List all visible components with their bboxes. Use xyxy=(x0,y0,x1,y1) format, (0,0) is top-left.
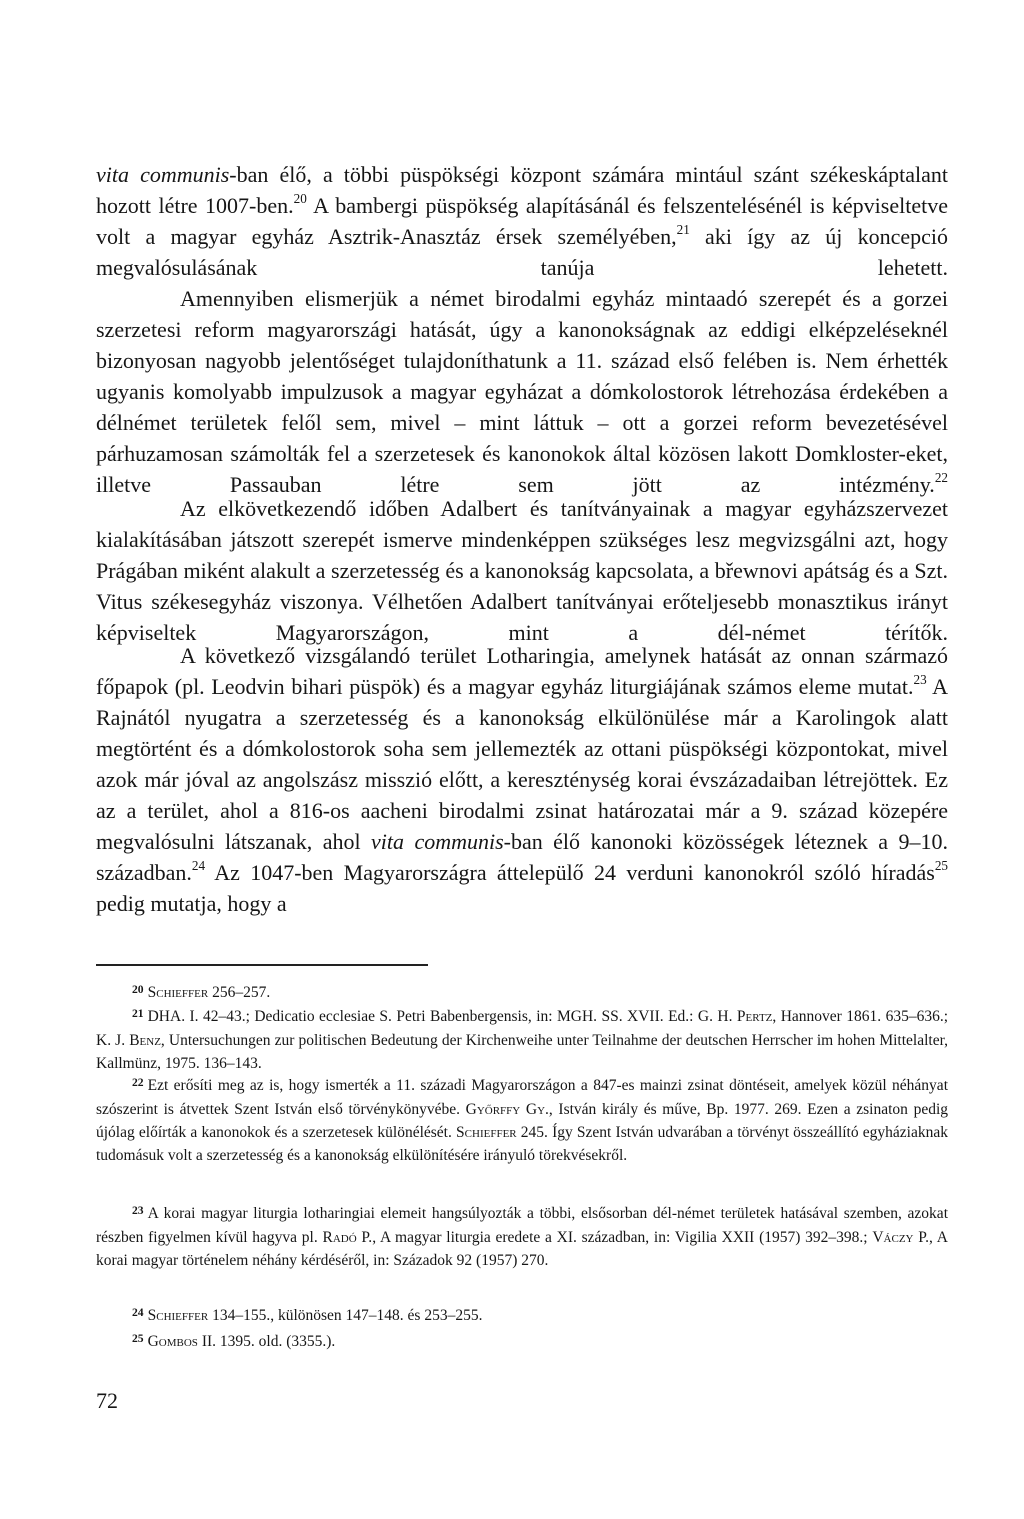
latin-term: vita communis xyxy=(96,162,230,187)
text-run: A bambergi püspökség alapításánál és felszentelésénél is képviseltetve volt a magyar egyház Asztrik-Anasztáz érsek személyében, xyxy=(96,193,948,249)
footnote-ref-20: 20 xyxy=(293,191,307,207)
footnote-text: 245. Így Szent István udvarában a törvényt összeállító egyháziaknak tudomásuk volt a szerzetesség és a kanonokság elkülönítésére irányuló törekvésekről. xyxy=(96,1124,948,1164)
author-name: Benz xyxy=(129,1032,161,1049)
footnote-25 xyxy=(96,1330,948,1354)
footnote-number: 20 xyxy=(132,982,144,996)
text-run: aki így az új koncepció megvalósulásának tanúja lehetett. xyxy=(96,224,948,280)
footnote-ref-24: 24 xyxy=(191,858,206,874)
footnote-number: 21 xyxy=(132,1006,144,1020)
author-name: Schieffer xyxy=(147,984,209,1001)
text-run: pedig mutatja, hogy a xyxy=(96,891,287,916)
footnote-text: A korai magyar liturgia lotharingiai elemeit hangsúlyozták a többi, elsősorban dél-német területek hatásával szemben, azokat részben figyelmen kívül hagyva pl. xyxy=(96,1205,948,1246)
footnote-text: , Hannover 1861. 635–636.; K. J. xyxy=(96,1008,948,1049)
author-name: Pertz xyxy=(736,1008,773,1025)
footnote-number: 23 xyxy=(132,1203,144,1217)
latin-term: vita communis xyxy=(371,829,504,854)
footnote-text: , A magyar liturgia eredete a XI. században, in: Vigilia XXII (1957) 392–398.; xyxy=(372,1229,873,1246)
text-run: Az 1047-ben Magyarországra áttelepülő 24 verduni kanonokról szóló híradás xyxy=(205,860,935,885)
author-name: Radó P. xyxy=(322,1229,373,1246)
footnote-21 xyxy=(96,1005,948,1075)
paragraph-1 xyxy=(96,159,948,283)
footnote-text: Ezt erősíti meg az is, hogy ismerték a 11. századi Magyarországon a 847-es mainzi zsinat döntéseit, amelyek közül néhányat szószerint is átvettek Szent István első törvénykönyvébe. xyxy=(96,1077,948,1118)
text-run: A Rajnától nyugatra a szerzetesség és a kanonokság elkülönülése már a Karolingok alatt megtörtént és a dómkolostorok soha sem jellemezték az ottani püspökségi központokat, mivel azok már jóval az angolszász misszió előtt, a kereszténység korai évszázadaiban létrejöttek. Ez az a terület, ahol a 816-os aacheni birodalmi zsinat határozatai már a 9. század közepére megvalósulni látszanak, ahol xyxy=(96,674,948,854)
paragraph-2 xyxy=(96,283,948,500)
footnote-text: , A korai magyar történelem néhány kérdéséről, in: Századok 92 (1957) 270. xyxy=(96,1229,948,1269)
paragraph-3 xyxy=(96,493,948,648)
author-name: Győrffy Gy. xyxy=(465,1101,549,1118)
footnote-text: , István király és műve, Bp. 1977. 269. Ezen a zsinaton pedig újólag előírták a kanonokok és a szerzetesek különélését. xyxy=(96,1101,949,1141)
footnote-separator xyxy=(96,964,428,966)
text-run: -ban élő kanonoki közösségek léteznek a 9–10. században. xyxy=(96,829,948,885)
footnote-23 xyxy=(96,1202,948,1272)
footnote-ref-21: 21 xyxy=(676,222,690,238)
footnote-text: , Untersuchungen zur politischen Bedeutung der Kirchenweihe unter Teilnahme der deutschen Herrscher im hohen Mittelalter, Kallmünz, 1975. 136–143. xyxy=(96,1032,948,1072)
text-run: A következő vizsgálandó terület Lotharingia, amelynek hatását az onnan származó főpapok (pl. Leodvin bihari püspök) és a magyar egyház liturgiájának számos eleme mutat. xyxy=(96,643,948,699)
footnote-number: 24 xyxy=(132,1305,144,1319)
footnote-24 xyxy=(96,1304,948,1328)
footnote-number: 25 xyxy=(132,1331,144,1345)
author-name: Schieffer xyxy=(456,1124,517,1141)
text-run: Amennyiben elismerjük a német birodalmi egyház mintaadó szerepét és a gorzei szerzetesi reform magyarországi hatását, úgy a kanonokságnak az eddigi elképzeléseknél bizonyosan nagyobb jelentőséget tulajdoníthatunk a 11. század első felében is. Nem érhették ugyanis komolyabb impulzusok a magyar egyházat a dómkolostorok létrehozása érdekében a délnémet területek felől sem, mivel – mint láttuk – ott a gorzei reform bevezetésével párhuzamosan számolták fel a szerzetesek és kanonokok által közösen lakott Domkloster-eket, illetve Passauban létre sem jött az intézmény. xyxy=(96,286,948,497)
text-run: -ban élő, a többi püspökségi központ számára mintául szánt székeskáptalant hozott létre 1007-ben. xyxy=(96,162,948,218)
text-run: Az elkövetkezendő időben Adalbert és tanítványainak a magyar egyházszervezet kialakításában játszott szerepét ismerve mindenképpen szükséges lesz megvizsgálni azt, hogy Prágában miként alakult a szerzetesség és a kanonokság kapcsolata, a břewnovi apátság és a Szt. Vitus székesegyház viszonya. Vélhetően Adalbert tanítványai erőteljesebb monasztikus irányt képviseltek Magyarországon, mint a dél-német térítők. xyxy=(96,496,948,645)
footnote-text: 256–257. xyxy=(208,984,271,1001)
footnote-number: 22 xyxy=(132,1075,144,1089)
footnote-ref-22: 22 xyxy=(934,470,948,486)
author-name: Gombos xyxy=(147,1333,198,1350)
footnote-text: 134–155., különösen 147–148. és 253–255. xyxy=(208,1307,483,1324)
footnote-ref-23: 23 xyxy=(913,672,927,688)
footnote-22 xyxy=(96,1074,948,1167)
author-name: Schieffer xyxy=(147,1307,209,1324)
footnote-ref-25: 25 xyxy=(934,858,948,874)
paragraph-4 xyxy=(96,640,948,919)
footnote-text: II. 1395. old. (3355.). xyxy=(197,1333,336,1350)
author-name: Váczy P. xyxy=(872,1229,930,1246)
footnote-text: DHA. I. 42–43.; Dedicatio ecclesiae S. Petri Babenbergensis, in: MGH. SS. XVII. Ed.: G. H. xyxy=(147,1008,737,1025)
footnote-20 xyxy=(96,981,948,1005)
page-number: 72 xyxy=(96,1388,118,1413)
